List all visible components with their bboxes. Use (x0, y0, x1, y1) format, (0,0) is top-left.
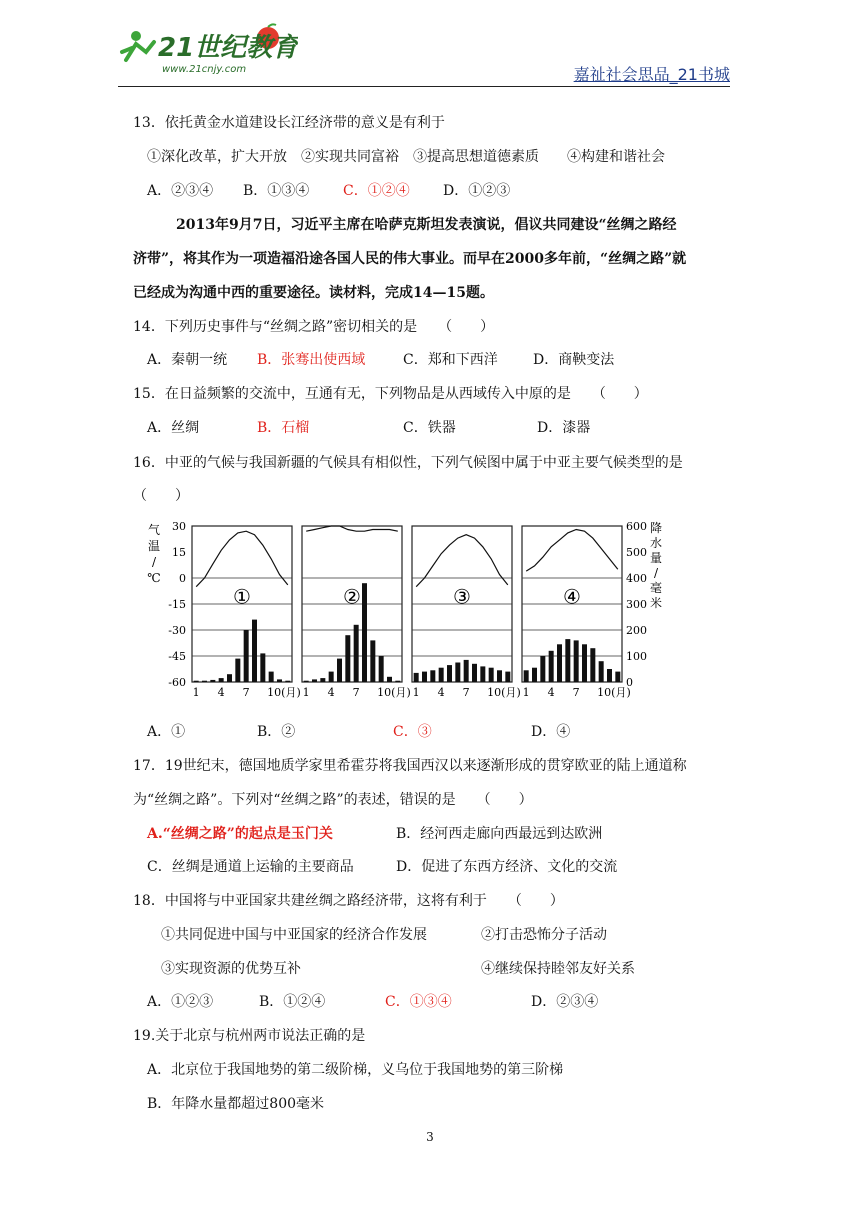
precip-bar (414, 673, 419, 682)
precip-bar (574, 640, 579, 682)
q13-option-d[interactable]: D．①②③ (443, 183, 511, 199)
precip-bar (194, 681, 199, 682)
precip-axis-label: 量 (649, 551, 663, 565)
q18-stem: 18．中国将与中亚国家共建丝绸之路经济带，这将有利于 （ ） (133, 893, 564, 909)
precip-bar (532, 668, 537, 682)
month-tick-label: 4 (437, 686, 445, 699)
material-line-3: 已经成为沟通中西的重要途径。读材料，完成14—15题。 (133, 285, 494, 301)
precip-bar (489, 668, 494, 682)
precip-bar (219, 678, 224, 682)
precip-bar (387, 677, 392, 682)
precip-tick-label: 0 (626, 676, 633, 689)
month-tick-label: 1 (302, 686, 310, 699)
q17-stem-2: 为“丝绸之路”。下列对“丝绸之路”的表述，错误的是 （ ） (133, 792, 533, 808)
site-logo (118, 22, 298, 80)
panel-label: ③ (453, 584, 471, 609)
month-tick-label: 7 (242, 686, 250, 699)
panel-label: ① (233, 584, 251, 609)
q13-items: ①深化改革，扩大开放 ②实现共同富裕 ③提高思想道德素质 ④构建和谐社会 (147, 149, 665, 165)
q14-option-c[interactable]: C．郑和下西洋 (403, 352, 498, 368)
q13-option-c[interactable]: C．①②④ (343, 183, 410, 199)
panel-label: ② (343, 584, 361, 609)
q15-option-c[interactable]: C．铁器 (403, 420, 456, 436)
q14-option-a[interactable]: A．秦朝一统 (147, 352, 228, 368)
precip-bar (244, 630, 249, 682)
precip-bar (304, 681, 309, 682)
q15-options (147, 417, 590, 437)
q18-option-b[interactable]: B．①②④ (259, 994, 326, 1010)
material-line-1: 2013年9月7日，习近平主席在哈萨克斯坦发表演说，倡议共同建设“丝绸之路经 (176, 217, 677, 233)
precip-bar (455, 663, 460, 683)
q19-option-a[interactable]: A．北京位于我国地势的第二级阶梯，义乌位于我国地势的第三阶梯 (147, 1062, 564, 1078)
material-line-2: 济带”，将其作为一项造福沿途各国人民的伟大事业。而早在2000多年前，“丝绸之路”就 (133, 251, 687, 267)
q14-option-b[interactable]: B．张骞出使西域 (257, 352, 366, 368)
precip-bar (370, 640, 375, 682)
q17-option-d[interactable]: D．促进了东西方经济、文化的交流 (396, 859, 618, 875)
precip-tick-label: 500 (626, 546, 647, 559)
precip-tick-label: 100 (626, 650, 647, 663)
precip-bar (312, 679, 317, 682)
precip-bar (599, 661, 604, 682)
precip-bar (379, 656, 384, 682)
precip-bar (607, 669, 612, 682)
logo-url: www.21cnjy.com (162, 64, 247, 75)
precip-bar (505, 672, 510, 682)
climate-charts (140, 518, 670, 710)
temp-tick-label: 0 (179, 572, 186, 585)
q16-option-a[interactable]: A．① (147, 724, 186, 740)
precip-bar (422, 672, 427, 682)
q14-stem: 14．下列历史事件与“丝绸之路”密切相关的是 （ ） (133, 319, 495, 335)
precip-tick-label: 300 (626, 598, 647, 611)
precip-bar (497, 670, 502, 682)
q13-stem: 13．依托黄金水道建设长江经济带的意义是有利于 (133, 115, 445, 131)
precip-bar (549, 651, 554, 682)
precip-bar (557, 644, 562, 682)
temp-tick-label: -30 (168, 624, 186, 637)
temp-tick-label: -45 (168, 650, 186, 663)
q18-option-d[interactable]: D．②③④ (531, 994, 599, 1010)
precip-bar (329, 672, 334, 682)
precip-axis-label: / (653, 566, 659, 580)
month-tick-label: 4 (327, 686, 335, 699)
q17-option-b[interactable]: B．经河西走廊向西最远到达欧洲 (396, 826, 603, 842)
temp-tick-label: 30 (172, 520, 186, 533)
precip-bar (615, 672, 620, 682)
q16-stem-2: （ ） (133, 488, 189, 504)
precip-bar (320, 678, 325, 682)
q14-options (147, 349, 614, 369)
precip-bar (430, 670, 435, 682)
q15-option-d[interactable]: D．漆器 (537, 420, 591, 436)
temp-tick-label: -15 (168, 598, 186, 611)
precip-bar (227, 674, 232, 682)
precip-bar (464, 660, 469, 682)
page-header (118, 20, 730, 87)
precip-bar (252, 620, 257, 682)
precip-tick-label: 200 (626, 624, 647, 637)
precip-bar (540, 656, 545, 682)
precip-bar (345, 635, 350, 682)
page-number: 3 (426, 1130, 434, 1144)
panel-label: ④ (563, 584, 581, 609)
precip-bar (285, 681, 290, 682)
precip-axis-label: 毫 (649, 581, 663, 595)
precip-bar (277, 679, 282, 682)
q18-option-a[interactable]: A．①②③ (147, 994, 214, 1010)
temp-axis-label: ℃ (147, 571, 161, 585)
precip-bar (590, 648, 595, 682)
precip-axis-label: 米 (649, 596, 663, 610)
precip-bar (395, 681, 400, 682)
q18-items-row-1 (161, 924, 607, 944)
precip-bar (362, 583, 367, 682)
q17-options-row-1 (147, 823, 602, 843)
temp-tick-label: -60 (168, 676, 186, 689)
logo-text: 21世纪教育 (158, 33, 298, 63)
month-tick-label: 7 (572, 686, 580, 699)
precip-bar (447, 665, 452, 682)
q16-options (147, 721, 570, 741)
precip-tick-label: 600 (626, 520, 647, 533)
q16-option-b[interactable]: B．② (257, 724, 296, 740)
precip-bar (269, 672, 274, 682)
q17-option-c[interactable]: C．丝绸是通道上运输的主要商品 (147, 859, 354, 875)
q18-option-c[interactable]: C．①③④ (385, 994, 452, 1010)
month-tick-label: 1 (522, 686, 530, 699)
q18-item-1: ①共同促进中国与中亚国家的经济合作发展 (161, 927, 427, 943)
precip-bar (480, 666, 485, 682)
q15-stem: 15．在日益频繁的交流中，互通有无，下列物品是从西域传入中原的是 （ ） (133, 386, 648, 402)
q16-stem: 16．中亚的气候与我国新疆的气候具有相似性，下列气候图中属于中亚主要气候类型的是 (133, 455, 683, 471)
precip-bar (235, 659, 240, 682)
q14-option-d[interactable]: D．商鞅变法 (533, 352, 615, 368)
month-tick-label: 1 (412, 686, 420, 699)
month-tick-label: 7 (462, 686, 470, 699)
q15-option-b[interactable]: B．石榴 (257, 420, 310, 436)
precip-bar (354, 625, 359, 682)
precip-axis-label: 降 (649, 521, 663, 535)
precip-bar (210, 680, 215, 682)
q16-option-d[interactable]: D．④ (531, 724, 571, 740)
month-tick-label: 4 (217, 686, 225, 699)
q18-items-row-2 (161, 958, 635, 978)
temp-tick-label: 15 (172, 546, 186, 559)
temperature-line (306, 526, 398, 531)
temperature-line (416, 535, 508, 587)
precip-bar (472, 664, 477, 682)
q13-options (147, 180, 510, 200)
precip-bar (202, 681, 207, 682)
month-tick-label: 10(月) (377, 686, 411, 699)
month-tick-label: 7 (352, 686, 360, 699)
precip-bar (582, 644, 587, 682)
precip-bar (439, 668, 444, 682)
month-tick-label: 10(月) (597, 686, 631, 699)
q17-stem: 17．19世纪末，德国地质学家里希霍芬将我国西汉以来逐渐形成的贯穿欧亚的陆上通道称 (133, 758, 687, 774)
month-tick-label: 10(月) (267, 686, 301, 699)
q13-option-a[interactable]: A．②③④ (147, 183, 214, 199)
precip-tick-label: 400 (626, 572, 647, 585)
temp-axis-label: 气 (147, 523, 161, 537)
q19-stem: 19.关于北京与杭州两市说法正确的是 (133, 1028, 366, 1044)
precip-axis-label: 水 (649, 536, 663, 550)
q18-item-2: ②打击恐怖分子活动 (481, 927, 607, 943)
q15-option-a[interactable]: A．丝绸 (147, 420, 200, 436)
month-tick-label: 10(月) (487, 686, 521, 699)
q19-option-b[interactable]: B．年降水量都超过800毫米 (147, 1096, 325, 1112)
precip-bar (524, 670, 529, 682)
month-tick-label: 4 (547, 686, 555, 699)
store-link[interactable]: 嘉祉社会思品_21书城 (573, 65, 730, 84)
temp-axis-label: 温 (147, 539, 161, 553)
q13-option-b[interactable]: B．①③④ (243, 183, 310, 199)
month-tick-label: 1 (192, 686, 200, 699)
precip-bar (260, 653, 265, 682)
q18-item-4: ④继续保持睦邻友好关系 (481, 961, 635, 977)
q17-option-a[interactable]: A.“丝绸之路”的起点是玉门关 (147, 826, 333, 842)
runner-icon (122, 31, 154, 60)
precip-bar (565, 639, 570, 682)
q18-options (147, 991, 598, 1011)
temp-axis-label: / (151, 555, 157, 569)
temperature-line (526, 530, 618, 572)
q18-item-3: ③实现资源的优势互补 (161, 961, 301, 977)
precip-bar (337, 659, 342, 682)
q17-options-row-2 (147, 856, 617, 876)
q16-option-c[interactable]: C．③ (393, 724, 432, 740)
